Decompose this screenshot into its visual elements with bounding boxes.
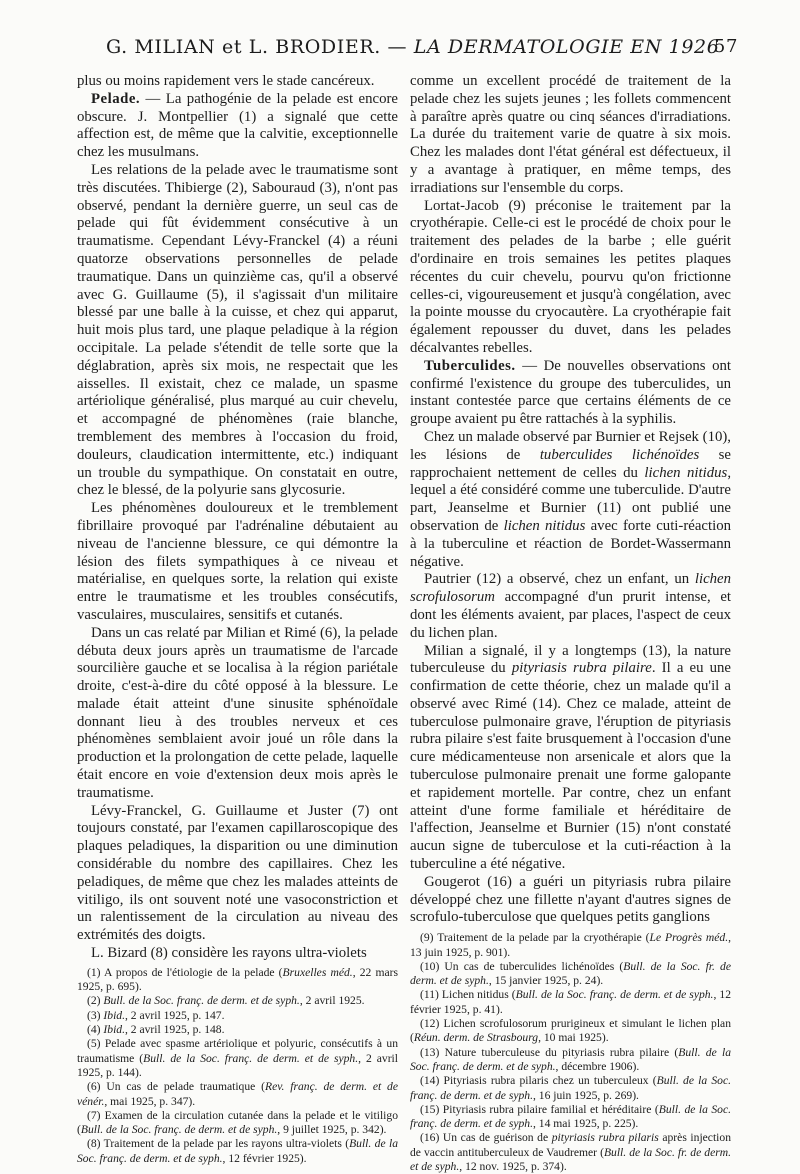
footnotes-right [410, 931, 731, 1174]
paragraph: Milian a signalé, il y a longtemps (13), la nature tuberculeuse du pityriasis rubra pilaire. Il a eu une confirmation de cette théorie, chez un malade qu'il a observé avec Rimé (14). Chez ce malade, atteint de tuberculose pulmonaire grave, l'éruption de pityriasis rubra pilaire s'est faite brusquement à l'occasion d'une cure médicamenteuse non arsenicale et alors que la tuberculose pulmonaire prenait une forme galopante et rapidement mortelle. Par contre, chez un enfant atteint d'une forme familiale et héréditaire de l'affection, Jeanselme et Burnier (15) n'ont constaté aucun signe de tuberculose et la cuti-réaction à la tuberculine a été négative. [410, 642, 732, 873]
footnote: (2) Bull. de la Soc. franç. de derm. et de syph., 2 avril 1925. [87, 994, 365, 1008]
running-head [62, 36, 738, 66]
footnote: (8) Traitement de la pelade par les rayons ultra-violets (Bull. de la Soc. franç. de derm. et de syph., 12 février 1925). [77, 1137, 398, 1165]
footnote: (6) Un cas de pelade traumatique (Rev. franç. de derm. et de vénér., mai 1925, p. 347). [77, 1080, 398, 1108]
page-number: 57 [713, 36, 738, 57]
footnote: (9) Traitement de la pelade par la cryothérapie (Le Progrès méd., 13 juin 1925, p. 901). [410, 931, 731, 959]
left-column [77, 73, 398, 1166]
paragraph: Gougerot (16) a guéri un pityriasis rubra pilaire développé chez une fillette n'ayant d'autres signes de scrofulo-tuberculose que quelques petits ganglions [410, 873, 731, 926]
paragraph: comme un excellent procédé de traitement de la pelade chez les sujets jeunes ; les follets commencent à paraître après quatre ou cinq séances d'irradiations. La durée du traitement varie de quatre à six mois. Chez les malades dont l'état général est défectueux, il y a avantage à pratiquer, en même temps, des irradiations sur l'ensemble du corps. [410, 73, 731, 196]
paragraph: Les relations de la pelade avec le traumatisme sont très discutées. Thibierge (2), Sabouraud (3), n'ont pas observé, pendant la dernière guerre, un seul cas de pelade qui fût évidemment consécutive à un traumatisme. Cependant Lévy-Franckel (4) a réuni quatorze observations personnelles de pelade traumatique. Dans un quinzième cas, qu'il a observé avec G. Guillaume (5), il s'agissait d'un militaire blessé par une balle à la cuisse, et chez qui apparut, huit mois plus tard, une plaque peladique à la région occipitale. La pelade s'étendit de telle sorte que la déglabration, après six mois, ne respectait que les aisselles. Il existait, chez ce malade, un spasme artériolique généralisé, plus marqué au cuir chevelu, et accompagné de phénomènes (raie blanche, tremblement des membres à l'occasion du froid, douleurs, claudication intermittente, etc.) indiquant un trouble du sympathique. On constatait en outre, chez le blessé, de la polyurie sans glycosurie. [77, 161, 398, 499]
paragraph: Dans un cas relaté par Milian et Rimé (6), la pelade débuta deux jours après un traumatisme de l'arcade sourcilière gauche et se localisa à la région pariétale droite, c'est-à-dire du côté opposé à la blessure. Le malade était atteint d'une sinusite sphénoïdale donnant lieu à des troubles nerveux et ces phénomènes semblaient avoir joué un rôle dans la production et la prolongation de cette pelade, laquelle était encore en voie d'extension deux mois après le traumatisme. [77, 624, 398, 801]
paragraph: plus ou moins rapidement vers le stade cancéreux. [77, 73, 375, 89]
paragraph: L. Bizard (8) considère les rayons ultra-violets [91, 945, 367, 962]
footnotes-left [77, 966, 398, 1166]
footnote: (5) Pelade avec spasme artériolique et polyuric, consécutifs à un traumatisme (Bull. de la Soc. franç. de derm. et de syph., 2 avril 1925, p. 144). [77, 1037, 398, 1079]
footnote: (3) Ibid., 2 avril 1925, p. 147. [87, 1008, 225, 1022]
section-keyword-tuberculides: Tuberculides. [424, 357, 516, 374]
footnote: (7) Examen de la circulation cutanée dans la pelade et le vitiligo (Bull. de la Soc. franç. de derm. et de syph., 9 juillet 1925, p. 342). [77, 1108, 398, 1137]
footnote: (12) Lichen scrofulosorum prurigineux et simulant le lichen plan (Réun. derm. de Strasbourg, 10 mai 1925). [410, 1017, 731, 1045]
paragraph: Chez un malade observé par Burnier et Rejsek (10), les lésions de tuberculides lichénoïdes se rapprochaient nettement de celles du lichen nitidus, lequel a été considéré comme une tuberculide. D'autre part, Jeanselme et Burnier (11) ont publié une observation de lichen nitidus avec forte cuti-réaction à la tuberculine et réaction de Bordet-Wassermann négative. [410, 428, 732, 570]
paragraph-tuberculides: Tuberculides. — De nouvelles observations ont confirmé l'existence du groupe des tuberculides, un instant contestée parce que certains éléments de ce groupe avaient pu être rattachés à la syphilis. [410, 357, 731, 428]
right-column [410, 73, 731, 1174]
paragraph: Les phénomènes douloureux et le tremblement fibrillaire provoqué par l'adrénaline débutaient au niveau de l'ancienne blessure, ce qui démontre la lésion des filets sympathiques à ce niveau et matérialise, en quelques sorte, la relation qui existe entre le traumatisme et les troubles consécutifs, vasculaires, musculaires, sensitifs et cutanés. [77, 500, 398, 623]
paragraph: Pautrier (12) a observé, chez un enfant, un lichen scrofulosorum accompagné d'un prurit intense, et dont les éléments avaient, par places, l'aspect de ceux du lichen plan. [410, 571, 731, 641]
footnote: (14) Pityriasis rubra pilaris chez un tuberculeux (Bull. de la Soc. franç. de derm. et de syph., 16 juin 1925, p. 269). [410, 1074, 731, 1102]
running-title-authors: G. MILIAN et L. BRODIER. — [106, 36, 414, 58]
footnote: (13) Nature tuberculeuse du pityriasis rubra pilaire (Bull. de la Soc. franç. de derm. et de syph., décembre 1906). [410, 1045, 731, 1073]
footnote: (11) Lichen nitidus (Bull. de la Soc. franç. de derm. et de syph., 12 février 1925, p. 41). [410, 988, 732, 1016]
section-keyword-pelade: Pelade. [91, 90, 141, 107]
footnote: (4) Ibid., 2 avril 1925, p. 148. [87, 1023, 225, 1037]
paragraph-pelade: Pelade. — La pathogénie de la pelade est encore obscure. J. Montpellier (1) a signalé que cette affection est, de même que la calvitie, exceptionnelle chez les musulmans. [77, 90, 398, 161]
footnote: (1) A propos de l'étiologie de la pelade (Bruxelles méd., 22 mars 1925, p. 695). [77, 965, 398, 994]
paragraph: Lortat-Jacob (9) préconise le traitement par la cryothérapie. Celle-ci est le procédé de choix pour le traitement des pelades de la barbe ; elle guérit d'ordinaire en trois semaines les petites plaques récentes du cuir chevelu, pourvu qu'on frictionne celles-ci, vigoureusement et jusqu'à congélation, avec la pointe mousse du cryocautère. La cryothérapie fait également repousser du duvet, dans les pelades décalvantes rebelles. [410, 197, 731, 356]
running-title-book: LA DERMATOLOGIE EN 1926 [413, 36, 720, 58]
paragraph: Lévy-Franckel, G. Guillaume et Juster (7) ont toujours constaté, par l'examen capillaroscopique des plaques peladiques, la disparition ou une diminution considérable du nombre des capillaires. Chez les peladiques, de même que chez les malades atteints de vitiligo, ils ont souvent noté une vasoconstriction et un ralentissement de la circulation au niveau des extrémités des doigts. [77, 802, 398, 944]
footnote: (16) Un cas de guérison de pityriasis rubra pilaris après injection de vaccin antituberculeux de Vaudremer (Bull. de la Soc. fr. de derm. et de syph., 12 nov. 1925, p. 374). [410, 1131, 732, 1173]
footnote: (15) Pityriasis rubra pilaire familial et héréditaire (Bull. de la Soc. franç. de derm. et de syph., 14 mai 1925, p. 225). [410, 1102, 732, 1131]
footnote: (10) Un cas de tuberculides lichénoïdes (Bull. de la Soc. fr. de derm. et de syph., 15 janvier 1925, p. 24). [410, 959, 731, 988]
running-title [106, 36, 719, 58]
